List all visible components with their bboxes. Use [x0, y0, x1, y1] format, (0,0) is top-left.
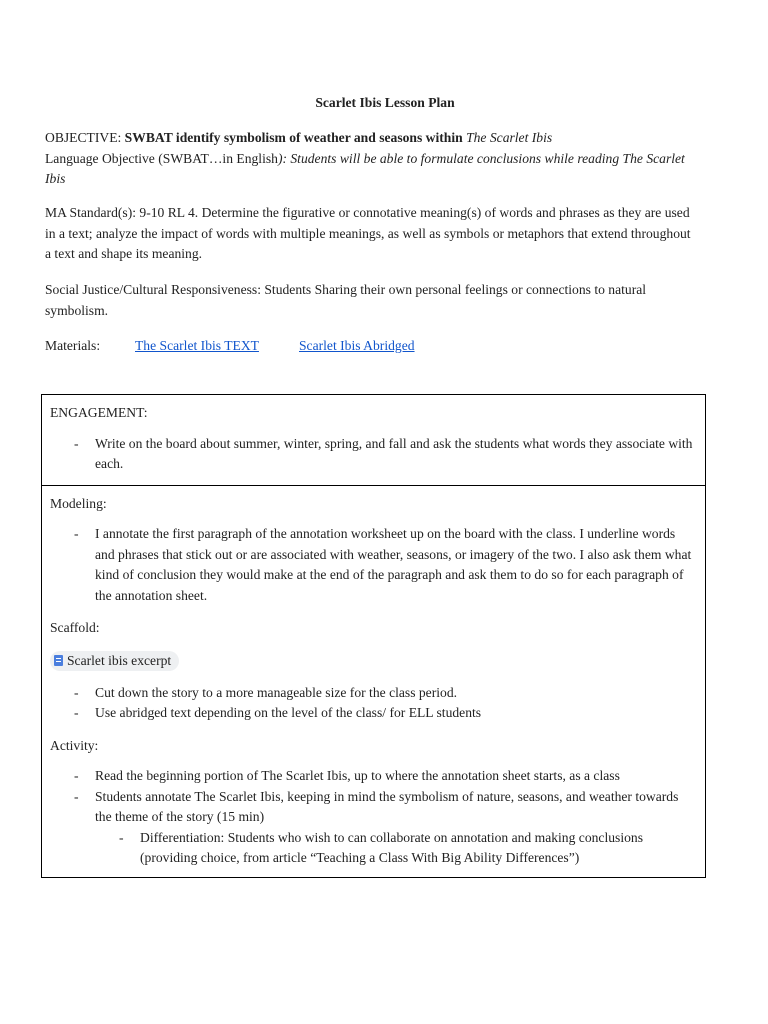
activity-heading: Activity: [50, 737, 99, 753]
materials-label: Materials: [45, 338, 101, 353]
list-subitem: - Differentiation: Students who wish to can collaborate on annotation and making conclusions (providing choice, from article “Teaching a Class With Big Ability Differences”) [140, 828, 697, 869]
language-objective-text: ): Students will be able to formulate conclusions while reading The Scarlet Ibis [45, 150, 685, 186]
objective-section [45, 128, 695, 190]
objective-book-title: The Scarlet Ibis [466, 130, 553, 145]
list-item: - Read the beginning portion of The Scarlet Ibis, up to where the annotation sheet starts, as a class [95, 766, 697, 787]
modeling-cell [42, 485, 706, 877]
scarlet-ibis-abridged-link[interactable]: Scarlet Ibis Abridged [299, 338, 415, 353]
scarlet-ibis-excerpt-chip[interactable] [50, 651, 179, 671]
modeling-row [42, 485, 706, 877]
lesson-table [41, 394, 706, 878]
objective-text: SWBAT identify symbolism of weather and seasons within [124, 130, 467, 145]
scaffold-heading: Scaffold: [50, 620, 100, 635]
list-item: - Use abridged text depending on the level of the class/ for ELL students [95, 703, 697, 724]
modeling-heading: Modeling: [50, 495, 107, 511]
list-item [95, 787, 697, 869]
scaffold-list [50, 683, 697, 724]
engagement-list [50, 434, 697, 475]
chip-label: Scarlet ibis excerpt [67, 652, 172, 668]
activity-sublist [95, 828, 697, 869]
scarlet-ibis-text-link[interactable]: The Scarlet Ibis TEXT [135, 338, 259, 353]
document-icon [54, 655, 63, 666]
engagement-row [42, 395, 706, 486]
language-objective-label: Language Objective (SWBAT…in English [45, 150, 278, 166]
list-item-text: Students annotate The Scarlet Ibis, keeping in mind the symbolism of nature, seasons, and weather towards the theme of the story (15 min) [95, 788, 679, 824]
list-item: - Write on the board about summer, winter, spring, and fall and ask the students what words they associate with each. [95, 434, 697, 475]
engagement-heading: ENGAGEMENT: [50, 405, 148, 420]
page-title: Scarlet Ibis Lesson Plan [315, 95, 455, 110]
objective-label: OBJECTIVE: [45, 130, 125, 145]
list-item: - Cut down the story to a more manageable size for the class period. [95, 683, 697, 704]
modeling-list [50, 524, 697, 606]
engagement-cell [42, 395, 706, 486]
social-justice-text: Social Justice/Cultural Responsiveness: Students Sharing their own personal feelings or connections to natural symbolism. [45, 282, 647, 318]
standard-text: MA Standard(s): 9-10 RL 4. Determine the figurative or connotative meaning(s) of words and phrases as they are used in a text; analyze the impact of words with multiple meanings, as well as symbols or metaphors that extend throughout a text and shape its meaning. [45, 205, 691, 261]
activity-list [50, 766, 697, 869]
list-item: - I annotate the first paragraph of the annotation worksheet up on the board with the class. I underline words and phrases that stick out or are associated with weather, seasons, or imagery of the two. I also ask them what kind of conclusion they would make at the end of the paragraph and ask them to do so for each paragraph of the annotation sheet. [95, 524, 697, 606]
materials-row [45, 336, 695, 357]
